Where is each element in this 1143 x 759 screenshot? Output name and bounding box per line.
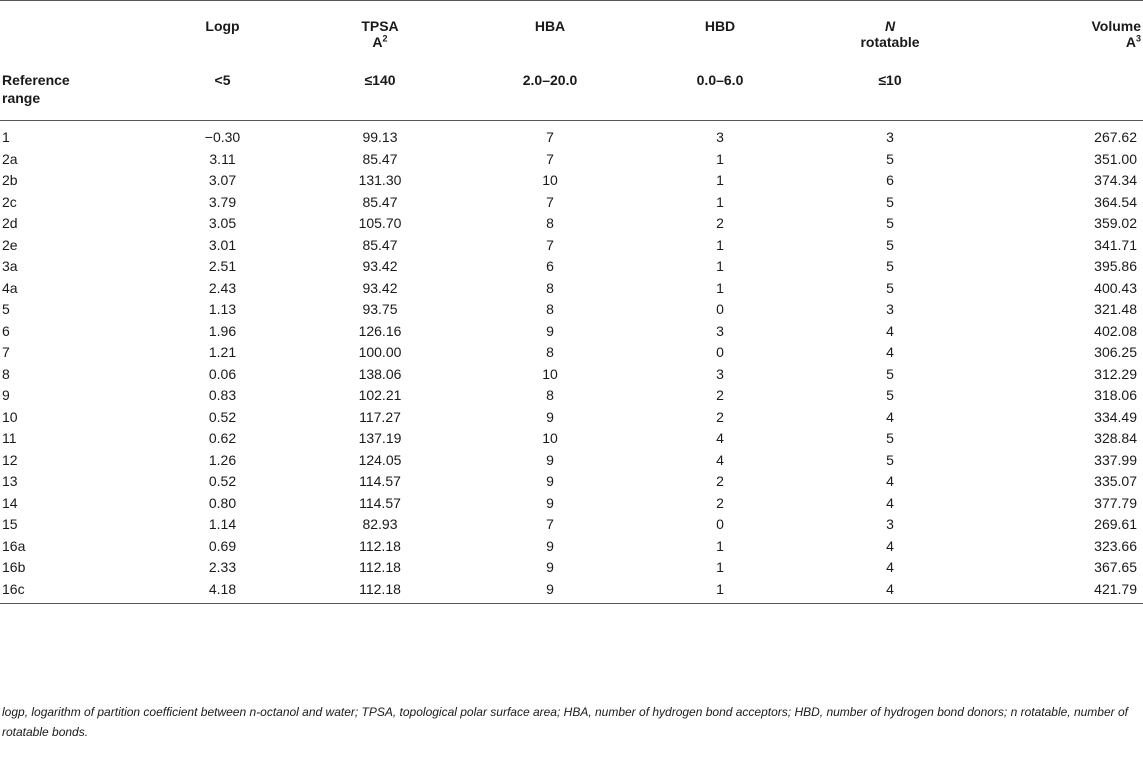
column-header-compound [0, 1, 150, 66]
cell-hba: 8 [546, 387, 554, 404]
reference-n-rotatable: ≤10 [805, 65, 975, 121]
cell-compound: 2b [2, 172, 18, 189]
cell-tpsa: 99.13 [362, 129, 398, 146]
cell-compound: 3a [2, 258, 18, 275]
cell-n-rotatable: 4 [886, 494, 894, 511]
cell-n-rotatable: 5 [886, 365, 894, 382]
column-header-volume: Volume $A^3$ [975, 1, 1143, 66]
cell-n-rotatable: 4 [886, 408, 894, 425]
cell-tpsa: 112.18 [295, 579, 465, 604]
cell-logp: 0.83 [208, 387, 237, 404]
table-row [0, 213, 1143, 235]
cell-compound: 4a [2, 279, 18, 296]
cell-hba: 7 [546, 516, 554, 533]
cell-compound: 5 [2, 301, 10, 318]
volume-unit: A [1125, 34, 1136, 50]
cell-tpsa: 112.18 [359, 537, 401, 554]
table-row [0, 471, 1143, 493]
table-row [0, 514, 1143, 536]
table-row [0, 407, 1143, 429]
cell-n-rotatable: 4 [886, 344, 894, 361]
cell-logp: 0.06 [208, 365, 237, 382]
cell-hba: 9 [465, 579, 635, 604]
cell-tpsa: 138.06 [358, 365, 402, 382]
cell-hbd: 0 [716, 301, 724, 318]
cell-compound: 2a [2, 150, 18, 167]
table-row [0, 364, 1143, 386]
cell-hba: 9 [546, 322, 554, 339]
table-row [0, 536, 1143, 558]
cell-volume: 335.07 [1094, 473, 1137, 490]
cell-hbd: 1 [635, 579, 805, 604]
table-row [0, 170, 1143, 192]
cell-logp: 1.26 [208, 451, 237, 468]
cell-hbd: 1 [716, 172, 724, 189]
cell-hba: 8 [546, 215, 554, 232]
cell-hbd: 1 [716, 279, 724, 296]
cell-n-rotatable: 3 [886, 129, 894, 146]
reference-tpsa: ≤140 [295, 65, 465, 121]
cell-n-rotatable: 5 [886, 193, 894, 210]
cell-hbd: 1 [716, 193, 724, 210]
cell-hba: 9 [546, 559, 554, 576]
cell-hbd: 2 [716, 215, 724, 232]
cell-hbd: 1 [716, 236, 724, 253]
cell-tpsa: 114.57 [359, 473, 401, 490]
cell-compound: 11 [2, 430, 17, 447]
cell-logp: 0.52 [208, 408, 237, 425]
cell-hba: 9 [546, 537, 554, 554]
cell-logp: 1.21 [208, 344, 237, 361]
cell-tpsa: 93.42 [362, 258, 398, 275]
cell-logp: 3.11 [209, 150, 236, 167]
cell-n-rotatable: 5 [886, 150, 894, 167]
reference-logp: <5 [150, 65, 295, 121]
cell-n-rotatable: 4 [886, 537, 894, 554]
cell-compound: 6 [2, 322, 10, 339]
cell-volume: 341.71 [1094, 236, 1137, 253]
cell-hba: 9 [546, 473, 554, 490]
cell-volume: 321.48 [1094, 301, 1137, 318]
cell-n-rotatable: 4 [886, 473, 894, 490]
cell-volume: 359.02 [1094, 215, 1137, 232]
cell-compound: 8 [2, 365, 10, 382]
cell-volume: 400.43 [1094, 279, 1137, 296]
cell-hbd: 1 [716, 150, 724, 167]
cell-hba: 10 [542, 172, 558, 189]
cell-volume: 323.66 [1094, 537, 1137, 554]
cell-n-rotatable: 6 [886, 172, 894, 189]
cell-hbd: 1 [716, 559, 724, 576]
cell-compound: 9 [2, 387, 10, 404]
cell-compound: 12 [2, 451, 18, 468]
cell-compound: 15 [2, 516, 18, 533]
reference-volume [975, 65, 1143, 121]
cell-hba: 9 [546, 408, 554, 425]
column-header-hba: HBA [465, 1, 635, 66]
cell-n-rotatable: 5 [886, 387, 894, 404]
cell-volume: 364.54 [1094, 193, 1137, 210]
cell-logp: 4.18 [150, 579, 295, 604]
cell-n-rotatable: 5 [886, 236, 894, 253]
column-header-hbd: HBD [635, 1, 805, 66]
cell-hbd: 1 [716, 537, 724, 554]
cell-logp: 1.14 [208, 516, 237, 533]
volume-unit-exponent: 3 [1135, 33, 1141, 44]
cell-tpsa: 82.93 [362, 516, 398, 533]
table-header [0, 1, 1143, 121]
cell-logp: 3.07 [208, 172, 237, 189]
table-row [0, 278, 1143, 300]
cell-volume: 367.65 [1094, 559, 1137, 576]
table-row [0, 256, 1143, 278]
cell-volume: 402.08 [1094, 322, 1137, 339]
cell-tpsa: 85.47 [362, 193, 398, 210]
cell-hbd: 2 [716, 494, 724, 511]
reference-hba: 2.0–20.0 [465, 65, 635, 121]
reference-range-row [0, 65, 1143, 121]
cell-logp: 2.51 [208, 258, 237, 275]
cell-hbd: 1 [716, 258, 724, 275]
cell-volume: 377.79 [1094, 494, 1137, 511]
cell-hbd: 4 [716, 430, 724, 447]
cell-volume: 306.25 [1094, 344, 1137, 361]
cell-volume: 337.99 [1094, 451, 1137, 468]
table-footnote: logp, logarithm of partition coefficient between n-octanol and water; TPSA, topological polar surface area; HBA, number of hydrogen bond acceptors; HBD, number of hydrogen bond donors; n rotatable, number of rotatable bonds. [2, 705, 1128, 739]
cell-tpsa: 137.19 [358, 430, 402, 447]
table-row [0, 149, 1143, 171]
cell-tpsa: 93.42 [362, 279, 398, 296]
cell-n-rotatable: 5 [886, 279, 894, 296]
cell-n-rotatable: 4 [805, 579, 975, 604]
cell-logp: 0.62 [208, 430, 237, 447]
cell-compound: 2d [2, 215, 18, 232]
cell-n-rotatable: 3 [886, 516, 894, 533]
table-row [0, 235, 1143, 257]
column-header-tpsa: TPSA $A^2$ [295, 1, 465, 66]
cell-hba: 6 [546, 258, 554, 275]
cell-hba: 9 [546, 451, 554, 468]
table-body [0, 121, 1143, 604]
cell-hbd: 0 [716, 344, 724, 361]
cell-tpsa: 131.30 [358, 172, 402, 189]
column-header-logp: Logp [150, 1, 295, 66]
table-row [0, 557, 1143, 579]
table-row [0, 450, 1143, 472]
cell-hba: 7 [546, 193, 554, 210]
cell-tpsa: 112.18 [359, 559, 401, 576]
table-row [0, 192, 1143, 214]
cell-hba: 7 [546, 150, 554, 167]
table-row [0, 579, 1143, 604]
cell-logp: 3.79 [208, 193, 237, 210]
cell-logp: −0.30 [204, 129, 241, 146]
cell-n-rotatable: 5 [886, 430, 894, 447]
cell-logp: 0.80 [208, 494, 237, 511]
cell-compound: 7 [2, 344, 10, 361]
cell-logp: 3.01 [208, 236, 237, 253]
cell-tpsa: 85.47 [362, 236, 398, 253]
column-header-n-rotatable: N rotatable [805, 1, 975, 66]
cell-volume: 374.34 [1094, 172, 1137, 189]
cell-logp: 1.96 [208, 322, 237, 339]
cell-logp: 2.33 [208, 559, 237, 576]
cell-hbd: 0 [716, 516, 724, 533]
cell-compound: 1 [2, 129, 10, 146]
cell-logp: 0.69 [208, 537, 237, 554]
table-row [0, 493, 1143, 515]
cell-n-rotatable: 5 [886, 215, 894, 232]
cell-tpsa: 117.27 [359, 408, 401, 425]
table-row [0, 428, 1143, 450]
column-header-row [0, 1, 1143, 66]
cell-volume: 351.00 [1094, 150, 1137, 167]
cell-volume: 318.06 [1094, 387, 1137, 404]
table-row [0, 121, 1143, 149]
cell-compound: 13 [2, 473, 18, 490]
cell-tpsa: 124.05 [358, 451, 402, 468]
reference-range-label: Reference range [0, 65, 150, 121]
cell-hba: 8 [546, 279, 554, 296]
cell-hba: 8 [546, 301, 554, 318]
cell-logp: 2.43 [208, 279, 237, 296]
cell-hba: 8 [546, 344, 554, 361]
cell-tpsa: 102.21 [358, 387, 402, 404]
table-row [0, 299, 1143, 321]
cell-hba: 9 [546, 494, 554, 511]
cell-compound: 10 [2, 408, 18, 425]
cell-volume: 267.62 [1094, 129, 1137, 146]
cell-volume: 421.79 [975, 579, 1143, 604]
cell-logp: 3.05 [208, 215, 237, 232]
cell-hbd: 2 [716, 408, 724, 425]
cell-tpsa: 85.47 [362, 150, 398, 167]
cell-hba: 10 [542, 365, 558, 382]
cell-tpsa: 114.57 [359, 494, 401, 511]
cell-volume: 328.84 [1094, 430, 1137, 447]
cell-tpsa: 105.70 [358, 215, 402, 232]
cell-compound: 14 [2, 494, 18, 511]
tpsa-unit: A [372, 34, 383, 50]
cell-tpsa: 93.75 [362, 301, 398, 318]
cell-tpsa: 100.00 [358, 344, 402, 361]
cell-hbd: 2 [716, 473, 724, 490]
table-row [0, 385, 1143, 407]
cell-compound: 16c [0, 579, 150, 604]
cell-compound: 16a [2, 537, 26, 554]
table-row [0, 321, 1143, 343]
cell-n-rotatable: 3 [886, 301, 894, 318]
cell-n-rotatable: 4 [886, 322, 894, 339]
cell-n-rotatable: 5 [886, 451, 894, 468]
cell-tpsa: 126.16 [358, 322, 402, 339]
reference-hbd: 0.0–6.0 [635, 65, 805, 121]
cell-n-rotatable: 5 [886, 258, 894, 275]
cell-volume: 269.61 [1094, 516, 1137, 533]
cell-hbd: 3 [716, 322, 724, 339]
cell-hba: 7 [546, 236, 554, 253]
cell-logp: 1.13 [208, 301, 237, 318]
cell-hbd: 3 [716, 129, 724, 146]
cell-volume: 312.29 [1094, 365, 1137, 382]
cell-volume: 395.86 [1094, 258, 1137, 275]
cell-hbd: 3 [716, 365, 724, 382]
cell-compound: 2c [2, 193, 17, 210]
table-row [0, 342, 1143, 364]
cell-hbd: 2 [716, 387, 724, 404]
cell-logp: 0.52 [208, 473, 237, 490]
cell-hba: 7 [546, 129, 554, 146]
cell-hbd: 4 [716, 451, 724, 468]
cell-volume: 334.49 [1094, 408, 1137, 425]
cell-hba: 10 [542, 430, 558, 447]
cell-compound: 2e [2, 236, 18, 253]
tpsa-unit-exponent: 2 [382, 33, 388, 44]
cell-compound: 16b [2, 559, 26, 576]
cell-n-rotatable: 4 [886, 559, 894, 576]
